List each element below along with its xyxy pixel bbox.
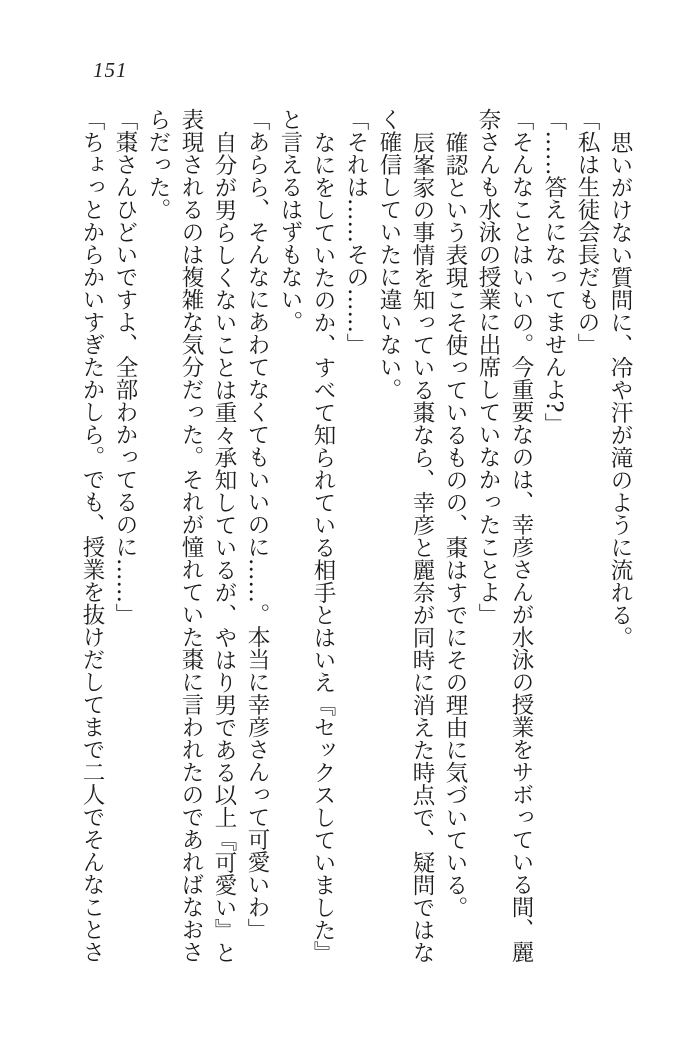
paragraph: 「ちょっとからかいすぎたかしら。でも、授業を抜けだしてまで二人でそんなことさ [79, 108, 105, 963]
paragraph: 「そんなことはいいの。今重要なのは、幸彦さんが水泳の授業をサボっている間、麗奈さんも水泳の授業に出席していなかったことよ」 [475, 108, 534, 963]
paragraph: 辰峯家の事情を知っている棗なら、幸彦と麗奈が同時に消えた時点で、疑問ではなく確信していたに違いない。 [376, 108, 435, 963]
text-block [71, 108, 636, 966]
paragraph: 「あらら、そんなにあわてなくてもいいのに……。本当に幸彦さんって可愛いわ」 [244, 108, 270, 941]
paragraph: 自分が男らしくないことは重々承知しているが、やはり男である以上『可愛い』と表現されるのは複雑な気分だった。それが憧れていた棗に言われたのであればなおさらだった。 [145, 108, 237, 963]
page-number: 151 [93, 58, 128, 82]
paragraph: 「棗さんひどいですよ、全部わかってるのに……」 [112, 108, 138, 626]
paragraph: 「私は生徒会長だもの」 [574, 108, 600, 356]
paragraph: 「……答えになってませんよ?」 [541, 108, 567, 436]
paragraph: 思いがけない質問に、冷や汗が滝のように流れる。 [607, 130, 633, 648]
paragraph: なにをしていたのか、すべて知られている相手とはいえ『セックスしていました』と言えるはずもない。 [277, 108, 336, 963]
paragraph: 「それは……その……」 [343, 108, 369, 356]
paragraph: 確認という表現こそ使っているものの、棗はすでにその理由に気づいている。 [442, 130, 468, 918]
